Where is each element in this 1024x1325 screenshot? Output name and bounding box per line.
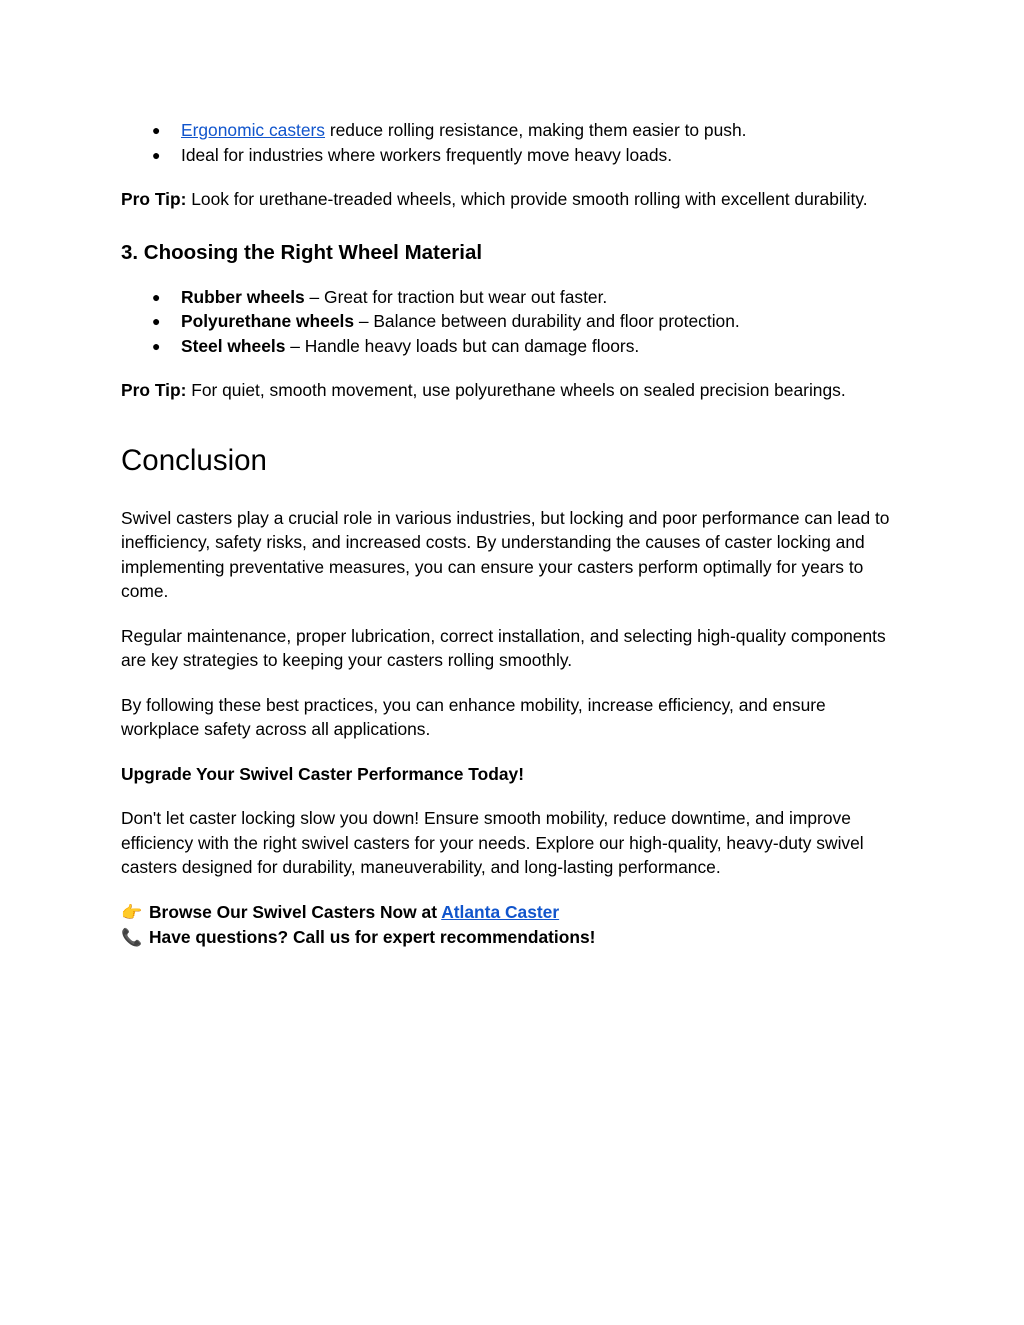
pointing-hand-icon: 👉 — [121, 902, 143, 923]
pro-tip-text: For quiet, smooth movement, use polyurethane wheels on sealed precision bearings. — [186, 380, 846, 400]
conclusion-paragraph: By following these best practices, you can enhance mobility, increase efficiency, and ensure workplace safety across all applications. — [121, 694, 826, 739]
bullet-icon: ● — [152, 337, 161, 354]
pro-tip-paragraph — [121, 187, 901, 212]
list-item — [121, 309, 901, 334]
wheel-description: – Handle heavy loads but can damage floors. — [285, 335, 640, 356]
casters-benefit-list — [121, 118, 901, 167]
ergonomic-casters-link[interactable]: Ergonomic casters — [181, 120, 326, 140]
atlanta-caster-link[interactable] — [441, 902, 559, 922]
wheel-name: Polyurethane wheels — [181, 311, 354, 331]
atlanta-caster-link-text[interactable]: Atlanta Caster — [441, 901, 560, 922]
section-heading: 3. Choosing the Right Wheel Material — [121, 240, 483, 264]
browse-line — [121, 900, 901, 926]
conclusion-heading: Conclusion — [121, 443, 267, 477]
wheel-description: – Balance between durability and floor protection. — [354, 311, 740, 331]
wheel-name: Rubber wheels — [181, 286, 305, 307]
wheel-name: Steel wheels — [181, 335, 286, 356]
call-line — [121, 925, 901, 951]
bullet-icon: ● — [152, 146, 161, 163]
pro-tip-paragraph — [121, 378, 901, 403]
list-item-text: Ideal for industries where workers frequently move heavy loads. — [181, 144, 673, 165]
wheel-material-list — [121, 285, 901, 359]
phone-icon: 📞 — [121, 928, 143, 948]
list-item — [121, 143, 901, 168]
bullet-icon: ● — [152, 122, 161, 138]
wheel-description: – Great for traction but wear out faster. — [304, 286, 608, 307]
conclusion-paragraph: Don't let caster locking slow you down! Ensure smooth mobility, reduce downtime, and improve efficiency with the right swivel casters for your needs. Explore our high-quality, heavy-duty swivel casters designed for durability, maneuverability, and long-lasting performance. — [121, 808, 864, 877]
document-page — [121, 118, 901, 951]
conclusion-paragraph: Swivel casters play a crucial role in various industries, but locking and poor performance can lead to inefficiency, safety risks, and increased costs. By understanding the causes of caster locking and implementing preventative measures, you can ensure your casters perform optimally for years to come. — [121, 507, 890, 601]
list-item-text: reduce rolling resistance, making them easier to push. — [325, 120, 747, 140]
list-item — [121, 334, 901, 359]
bullet-icon: ● — [152, 313, 161, 329]
call-text: Have questions? Call us for expert recommendations! — [149, 927, 596, 947]
browse-text: Browse Our Swivel Casters Now at — [149, 901, 442, 922]
pro-tip-text: Look for urethane-treaded wheels, which provide smooth rolling with excellent durability. — [186, 189, 868, 209]
conclusion-paragraph: Regular maintenance, proper lubrication, correct installation, and selecting high-quality components are key strategies to keeping your casters rolling smoothly. — [121, 625, 886, 670]
list-item — [121, 118, 901, 143]
bullet-icon: ● — [152, 288, 161, 305]
cta-heading — [121, 762, 901, 787]
list-item — [121, 285, 901, 310]
cta-heading-text: Upgrade Your Swivel Caster Performance Today! — [121, 763, 525, 784]
pro-tip-label: Pro Tip: — [121, 189, 187, 209]
pro-tip-label: Pro Tip: — [121, 380, 187, 400]
